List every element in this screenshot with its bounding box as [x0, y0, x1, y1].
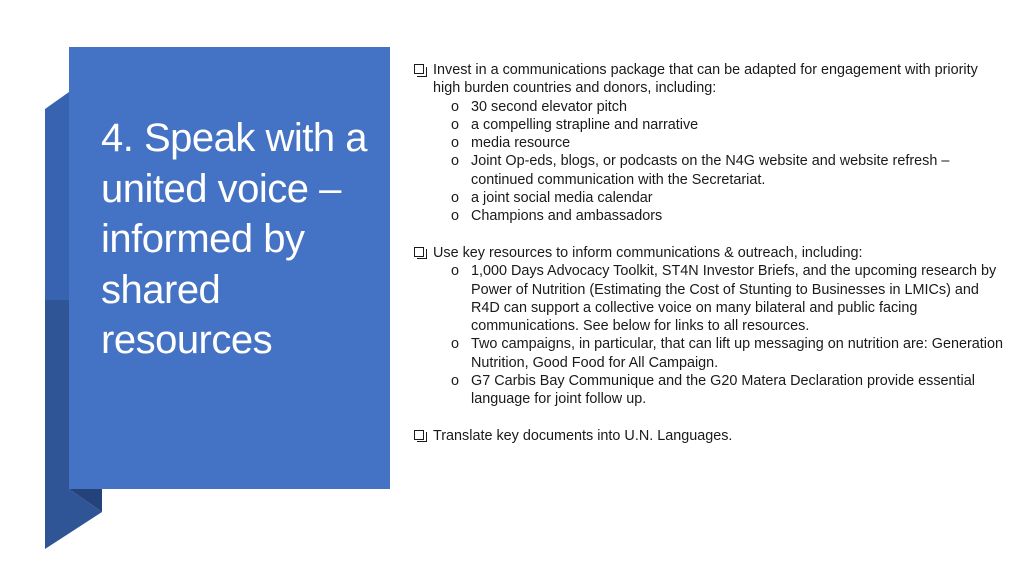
slide-title-number: 4.	[101, 116, 134, 160]
sub-list-item: o G7 Carbis Bay Communique and the G20 Matera Declaration provide essential language for joint follow up.	[451, 373, 975, 408]
sub-list-item: o a joint social media calendar	[451, 190, 653, 207]
bullet-text: Invest in a communications package that can be adapted for engagement with priority high burden countries and donors, including:	[433, 62, 978, 97]
sub-list-item: o Champions and ambassadors	[451, 208, 663, 225]
sub-list-item: o 30 second elevator pitch	[451, 98, 627, 115]
circle-bullet-icon: o	[451, 190, 460, 207]
bullet-block-communications	[413, 61, 1003, 226]
sub-list-item: o Two campaigns, in particular, that can lift up messaging on nutrition are: Generation Nutrition, Good Food for All Campaign.	[451, 336, 1003, 371]
spacer	[413, 409, 1003, 427]
sub-list-item: o 1,000 Days Advocacy Toolkit, ST4N Investor Briefs, and the upcoming research by Power of Nutrition (Estimating the Cost of Stunting to Businesses in LMICs) and R4D can support a collective voice on many bilateral and public facing communications. See below for links to all resources.	[451, 263, 997, 335]
circle-bullet-icon: o	[451, 153, 460, 170]
checkbox-bullet-icon	[414, 64, 424, 74]
checkbox-bullet-icon	[414, 430, 424, 440]
sub-list-item: o a compelling strapline and narrative	[451, 116, 699, 133]
bullet-item	[413, 244, 1003, 262]
checkbox-bullet-icon	[414, 247, 424, 257]
sub-list-item: o media resource	[451, 135, 571, 152]
decorative-upper-wedge	[45, 92, 69, 300]
bullet-block-translate	[413, 427, 1003, 445]
circle-bullet-icon: o	[451, 373, 460, 390]
bullet-text: Translate key documents into U.N. Languages.	[433, 427, 733, 444]
sub-list-item: o Joint Op-eds, blogs, or podcasts on the N4G website and website refresh – continued communication with the Secretariat.	[451, 153, 950, 188]
bullet-block-resources	[413, 244, 1003, 409]
sub-list	[413, 98, 1003, 226]
slide-title-text: Speak with a united voice – informed by shared resources	[101, 116, 368, 362]
circle-bullet-icon: o	[451, 116, 460, 133]
circle-bullet-icon: o	[451, 98, 460, 115]
bullet-item	[413, 427, 1003, 445]
bullet-text: Use key resources to inform communications & outreach, including:	[433, 244, 863, 261]
circle-bullet-icon: o	[451, 263, 460, 280]
spacer	[413, 226, 1003, 244]
slide-body	[413, 61, 1003, 445]
bullet-item	[413, 61, 1003, 98]
sub-list	[413, 262, 1003, 408]
circle-bullet-icon: o	[451, 135, 460, 152]
circle-bullet-icon: o	[451, 208, 460, 225]
slide-title	[101, 113, 386, 366]
circle-bullet-icon: o	[451, 336, 460, 353]
